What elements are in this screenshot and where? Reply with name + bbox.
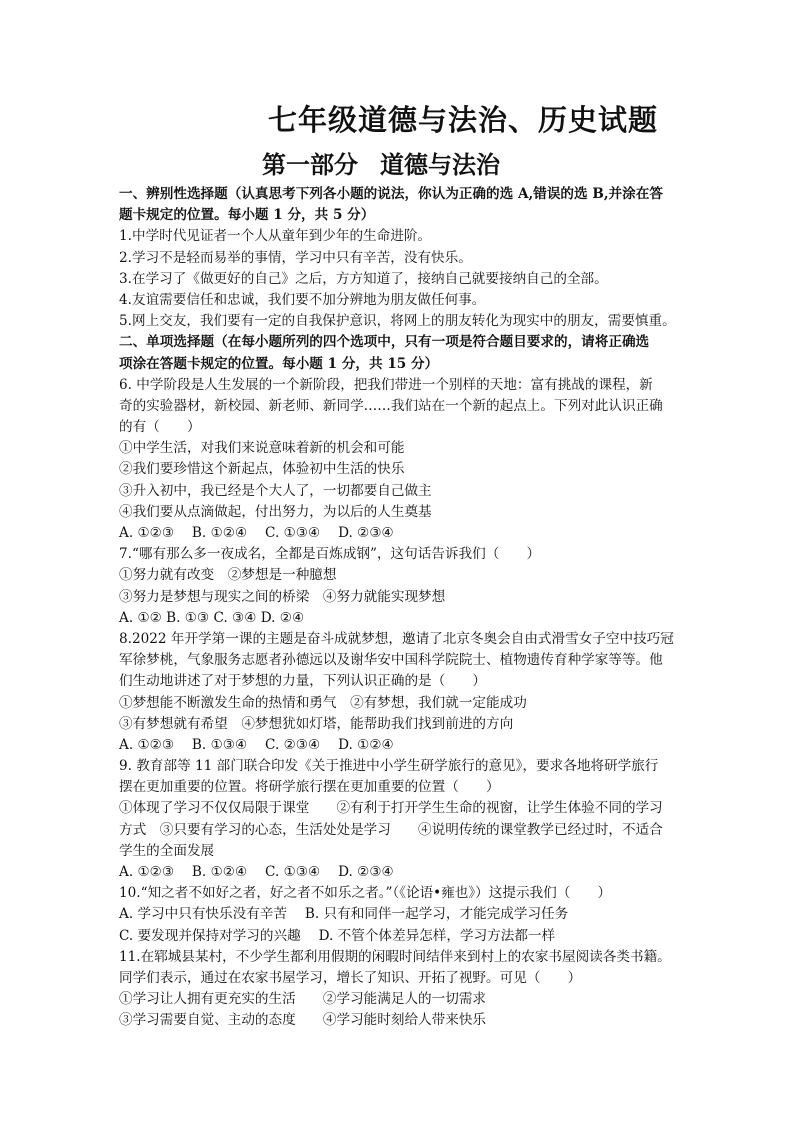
question-text-line: 的有（ ） <box>119 419 201 436</box>
question-text-line: 3.在学习了《做更好的自己》之后，方方知道了，接纳自己就要接纳自己的全部。 <box>119 270 608 287</box>
question-text-line: A. ①②③ B. ①③④ C. ②③④ D. ①②④ <box>119 736 394 753</box>
question-text-line: ③努力是梦想与现实之间的桥梁 ④努力就能实现梦想 <box>119 588 446 605</box>
section-instruction-line: 二、单项选择题（在每小题所列的四个选项中，只有一项是符合题目要求的，请将正确选 <box>119 334 650 351</box>
question-text-line: 6. 中学阶段是人生发展的一个新阶段，把我们带进一个别样的天地：富有挑战的课程，新 <box>119 376 653 393</box>
section-instruction-line: 题卡规定的位置。每小题 1 分，共 5 分） <box>119 207 375 224</box>
question-text-line: 11.在郓城县某村，不少学生都利用假期的闲暇时间结伴来到村上的农家书屋阅读各类书籍。 <box>119 948 671 965</box>
question-text-line: 奇的实验器材，新校园、新老师、新同学……我们站在一个新的起点上。下列对此认识正确 <box>119 397 663 414</box>
question-text-line: A. ①② B. ①③ C. ③④ D. ②④ <box>119 609 305 626</box>
part-name: 道德与法治 <box>380 150 500 179</box>
question-text-line: ③学习需要自觉、主动的态度 ④学习能时刻给人带来快乐 <box>119 1012 487 1029</box>
question-text-line: ①努力就有改变 ②梦想是一种臆想 <box>119 567 337 584</box>
question-text-line: 9. 教育部等 11 部门联合印发《关于推进中小学生研学旅行的意见》，要求各地将研学旅行 <box>119 758 659 775</box>
exam-body <box>119 184 679 1032</box>
question-text-line: ①体现了学习不仅仅局限于课堂 ②有利于打开学生生命的视窗，让学生体验不同的学习 <box>119 800 663 817</box>
section-instruction-line: 一、辨别性选择题（认真思考下列各小题的说法，你认为正确的选 A,错误的选 B,并涂在答 <box>119 186 663 202</box>
question-text-line: ③有梦想就有希望 ④梦想犹如灯塔，能帮助我们找到前进的方向 <box>119 715 514 732</box>
question-text-line: A. 学习中只有快乐没有辛苦 B. 只有和同伴一起学习，才能完成学习任务 <box>119 906 569 923</box>
question-text-line: 同学们表示，通过在农家书屋学习，增长了知识、开拓了视野。可见（ ） <box>119 969 582 986</box>
question-text-line: 2.学习不是轻而易举的事情，学习中只有辛苦，没有快乐。 <box>119 249 472 266</box>
part-heading <box>262 145 500 180</box>
question-text-line: ④我们要从点滴做起，付出努力，为以后的人生奠基 <box>119 503 432 520</box>
question-text-line: 7.“哪有那么多一夜成名，全都是百炼成钢”，这句话告诉我们（ ） <box>119 546 541 563</box>
question-text-line: 摆在更加重要的位置。将研学旅行摆在更加重要的位置（ ） <box>119 779 500 796</box>
question-text-line: A. ①②③ B. ①②④ C. ①③④ D. ②③④ <box>119 864 394 880</box>
question-text-line: 学生的全面发展 <box>119 842 215 859</box>
question-text-line: 8.2022 年开学第一课的主题是奋斗成就梦想，邀请了北京冬奥会自由式滑雪女子空中技巧冠 <box>119 630 674 647</box>
question-text-line: ②我们要珍惜这个新起点，体验初中生活的快乐 <box>119 461 405 478</box>
question-text-line: 军徐梦桃，气象服务志愿者孙德远以及谢华安中国科学院院士、植物遗传育种学家等等。他 <box>119 652 663 669</box>
question-text-line: A. ①②③ B. ①②④ C. ①③④ D. ②③④ <box>119 525 394 541</box>
question-text-line: 10.“知之者不如好之者，好之者不如乐之者。”（《论语•雍也》）这提示我们（ ） <box>119 885 612 902</box>
question-text-line: ③升入初中，我已经是个大人了，一切都要自己做主 <box>119 482 432 499</box>
question-text-line: C. 要发现并保持对学习的兴趣 D. 不管个体差异怎样，学习方法都一样 <box>119 927 556 944</box>
question-text-line: ①中学生活，对我们来说意味着新的机会和可能 <box>119 440 405 457</box>
section-instruction-line: 项涂在答题卡规定的位置。每小题 1 分，共 15 分） <box>119 355 439 372</box>
question-text-line: 1.中学时代见证者一个人从童年到少年的生命进阶。 <box>119 228 432 245</box>
question-text-line: ①梦想能不断激发生命的热情和勇气 ②有梦想，我们就一定能成功 <box>119 694 527 711</box>
question-text-line: 4.友谊需要信任和忠诚，我们要不加分辨地为朋友做任何事。 <box>119 291 486 308</box>
question-text-line: 方式 ③只要有学习的心态，生活处处是学习 ④说明传统的课堂教学已经过时，不适合 <box>119 821 663 838</box>
question-text-line: 5.网上交友，我们要有一定的自我保护意识，将网上的朋友转化为现实中的朋友，需要慎重。 <box>119 313 676 330</box>
question-text-line: 们生动地讲述了对于梦想的力量，下列认识正确的是（ ） <box>119 673 487 690</box>
question-text-line: ①学习让人拥有更充实的生活 ②学习能满足人的一切需求 <box>119 991 487 1008</box>
part-number: 第一部分 <box>262 150 358 179</box>
exam-title: 七年级道德与法治、历史试题 <box>268 103 659 137</box>
